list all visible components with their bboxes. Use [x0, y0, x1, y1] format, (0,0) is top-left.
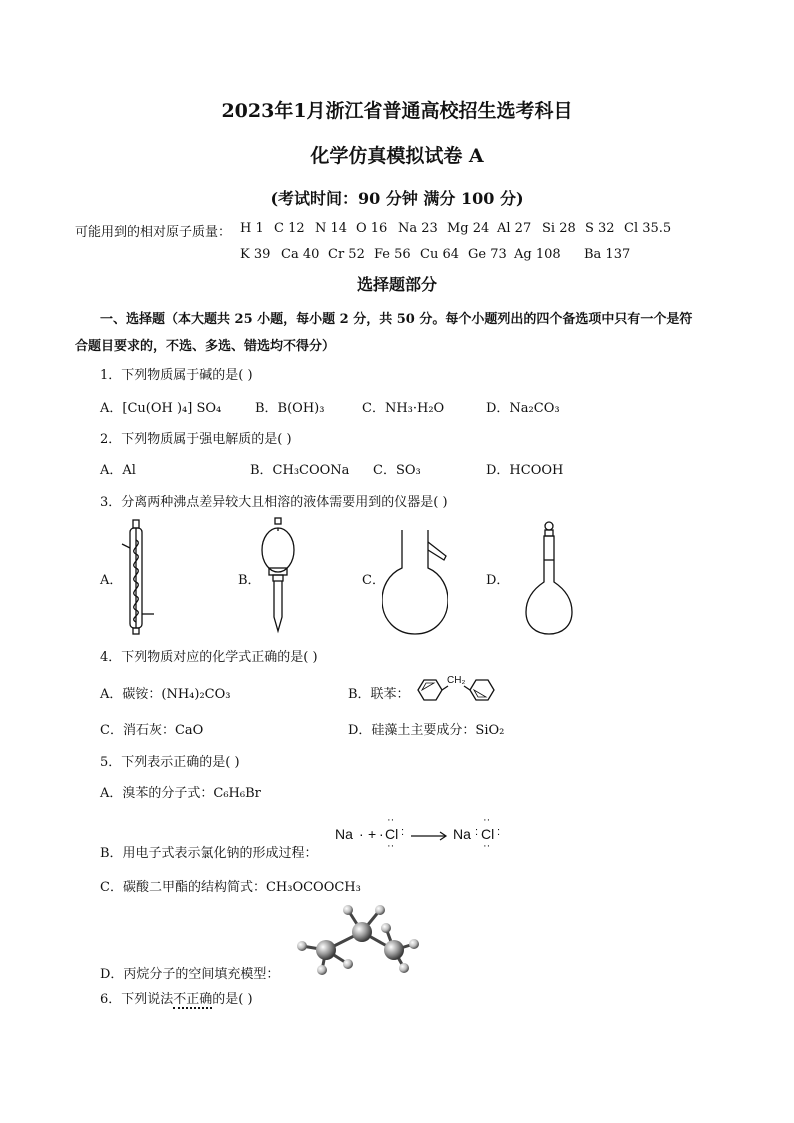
q3-option-d: D． — [486, 573, 510, 588]
exam-info: (考试时间：90 分钟 满分 100 分) — [270, 189, 524, 208]
atomic-mass-item: Ba 137 — [584, 247, 631, 262]
atomic-mass-item: Ge 73 — [468, 247, 507, 262]
condenser-icon — [118, 518, 162, 636]
q4-option-a: A．碳铵：(NH₄)₂CO₃ — [100, 687, 231, 702]
q6-stem-pre: 6．下列说法 — [100, 992, 174, 1007]
dot-pair-icon: ·· — [483, 840, 491, 852]
propane-model-icon — [290, 900, 430, 980]
q5-option-c: C．碳酸二甲酯的结构简式：CH₃OCOOCH₃ — [100, 880, 361, 895]
volumetric-flask-icon — [524, 520, 574, 638]
q2-stem: 2．下列物质属于强电解质的是( ) — [100, 432, 292, 447]
q4-option-c: C．消石灰：CaO — [100, 723, 204, 738]
q5-option-d: D．丙烷分子的空间填充模型： — [100, 967, 280, 982]
dot-icon: · — [379, 826, 384, 842]
q2-option-d: D．HCOOH — [486, 463, 564, 478]
dot-pair-icon: ·· — [387, 840, 395, 852]
separatory-funnel-icon — [256, 517, 300, 635]
q1-option-d: D．Na₂CO₃ — [486, 401, 560, 416]
na-symbol: Na — [453, 826, 471, 842]
q6-stem-post: 的是( ) — [212, 992, 253, 1007]
dot-pair-icon: : — [401, 826, 405, 838]
atomic-mass-item: Fe 56 — [374, 247, 411, 262]
q6-stem-emphasis: 不正确 — [173, 992, 213, 1007]
atomic-mass-item: C 12 — [274, 221, 305, 236]
atomic-mass-item: N 14 — [315, 221, 348, 236]
q6-stem — [100, 988, 253, 1007]
q1-stem: 1．下列物质属于碱的是( ) — [100, 368, 253, 383]
exam-title: 2023年1月浙江省普通高校招生选考科目 — [221, 100, 573, 122]
q5-option-b: B．用电子式表示氯化钠的形成过程： — [100, 846, 318, 861]
dot-pair-icon: ·· — [483, 814, 491, 826]
atomic-mass-item: Si 28 — [542, 221, 576, 236]
q3-stem: 3．分离两种沸点差异较大且相溶的液体需要用到的仪器是( ) — [100, 495, 448, 510]
cl-symbol: Cl — [385, 826, 399, 842]
atomic-mass-item: Ca 40 — [281, 247, 320, 262]
q1-option-b: B．B(OH)₃ — [255, 401, 325, 416]
q3-option-b: B． — [238, 573, 261, 588]
arrow-icon — [411, 831, 449, 841]
plus-symbol: + — [368, 826, 377, 842]
atomic-mass-item: S 32 — [585, 221, 615, 236]
q5-option-a: A．溴苯的分子式：C₆H₆Br — [100, 786, 261, 801]
section-instructions: 合题目要求的，不选、多选、错选均不得分） — [75, 339, 336, 354]
atomic-mass-item: Cr 52 — [328, 247, 365, 262]
atomic-mass-item: Cl 35.5 — [624, 221, 672, 236]
q2-option-c: C．SO₃ — [373, 463, 421, 478]
cl-symbol: Cl — [481, 826, 495, 842]
distillation-flask-icon — [382, 530, 448, 640]
atomic-mass-item: O 16 — [356, 221, 388, 236]
dot-pair-icon: : — [497, 826, 501, 838]
q5-stem: 5．下列表示正确的是( ) — [100, 755, 240, 770]
q4-option-b: B．联苯： — [348, 687, 410, 702]
atomic-mass-item: H 1 — [240, 221, 264, 236]
diphenylmethane-ch2-label: CH₂ — [447, 675, 466, 686]
atomic-mass-item: Ag 108 — [514, 247, 561, 262]
dot-pair-icon: : — [475, 826, 479, 838]
atomic-mass-item: K 39 — [240, 247, 271, 262]
q2-option-a: A．Al — [100, 463, 136, 478]
q3-option-a: A． — [100, 573, 123, 588]
q3-option-c: C． — [362, 573, 385, 588]
q1-option-a: A．[Cu(OH )₄] SO₄ — [100, 401, 222, 416]
dot-pair-icon: ·· — [387, 814, 395, 826]
na-symbol: Na — [335, 826, 353, 842]
dot-icon: · — [359, 826, 364, 842]
q1-option-c: C．NH₃·H₂O — [362, 401, 445, 416]
atomic-mass-item: Al 27 — [497, 221, 532, 236]
atomic-mass-item: Mg 24 — [447, 221, 490, 236]
q2-option-b: B．CH₃COONa — [250, 463, 350, 478]
q4-option-d: D．硅藻土主要成分：SiO₂ — [348, 723, 505, 738]
section-title: 选择题部分 — [356, 275, 437, 294]
atomic-mass-label: 可能用到的相对原子质量： — [75, 225, 232, 240]
exam-subtitle: 化学仿真模拟试卷 A — [310, 145, 484, 167]
section-instructions: 一、选择题（本大题共 25 小题，每小题 2 分，共 50 分。每个小题列出的四个备选项中只有一个是符 — [100, 312, 693, 327]
q4-stem: 4．下列物质对应的化学式正确的是( ) — [100, 650, 318, 665]
atomic-mass-item: Na 23 — [398, 221, 438, 236]
nacl-formation-diagram — [335, 814, 505, 856]
atomic-mass-item: Cu 64 — [420, 247, 459, 262]
